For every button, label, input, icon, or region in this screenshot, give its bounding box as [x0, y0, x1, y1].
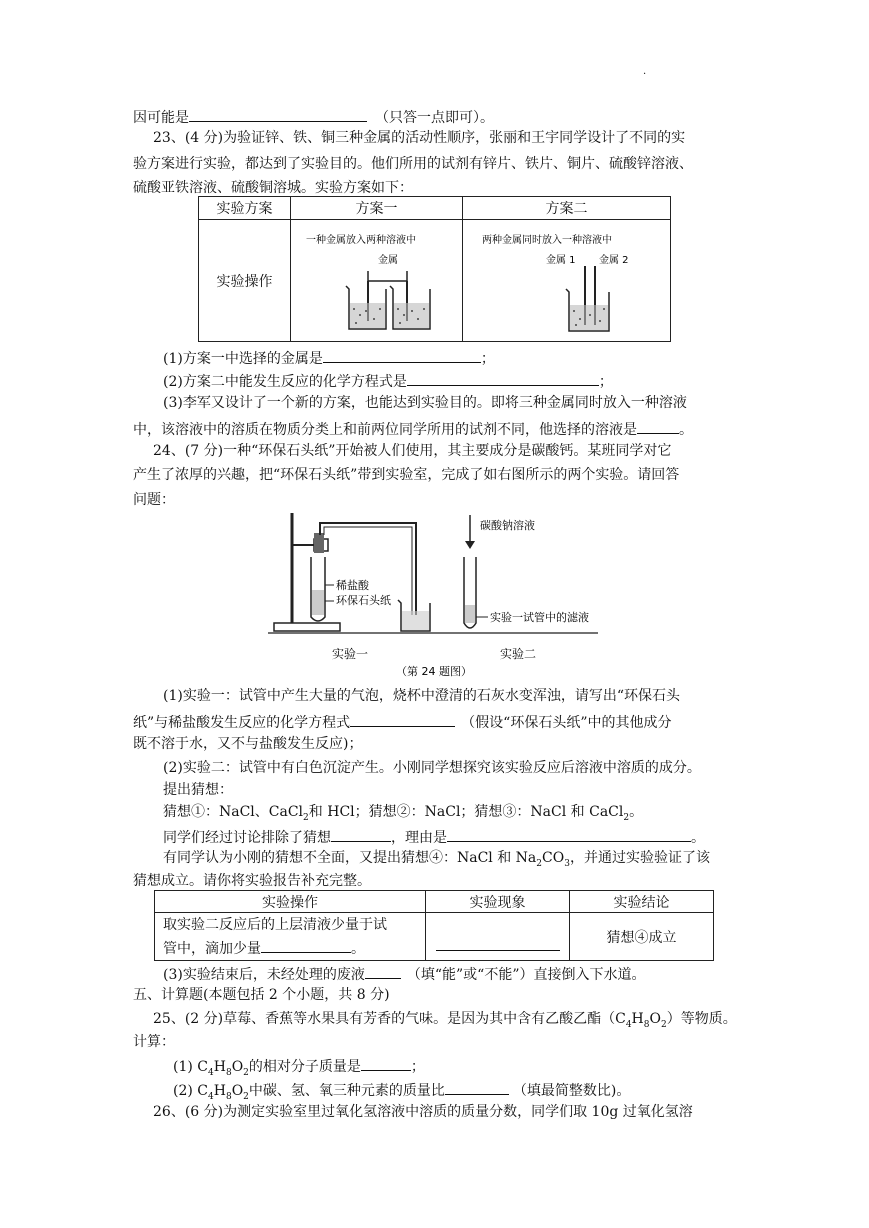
label-acid: 稀盐酸	[336, 579, 369, 592]
text-line: 计算：	[133, 1034, 175, 1050]
question-25-line1: 25、(2 分)草莓、香蕉等水果具有芳香的气味。是因为其中含有乙酸乙酯$(C_4H_8O_2)$等物质。	[153, 1011, 737, 1030]
table-header: 方案一	[291, 197, 463, 220]
text-line: (3)实验结束后，未经处理的废液 （填“能”或“不能”）直接倒入下水道。	[163, 962, 645, 985]
table-cell-conclusion: 猜想④成立	[570, 913, 714, 961]
label-filtrate: 实验一试管中的滤液	[490, 611, 589, 624]
text-line: (2)实验二：试管中有白色沉淀产生。小刚同学想探究该实验反应后溶液中溶质的成分。	[163, 760, 701, 776]
table-header: 方案二	[463, 197, 671, 220]
text-line: 中，该溶液中的溶质在物质分类上和前两位同学所用的试剂不同，他选择的溶液是 。	[133, 417, 693, 440]
table-cell-phenomenon	[426, 913, 570, 961]
text-line: 提出猜想：	[163, 782, 233, 798]
label-na2co3: 碳酸钠溶液	[480, 519, 535, 532]
label-exp1: 实验一	[332, 647, 369, 661]
question-23-line2: 验方案进行实验，都达到了实验目的。他们所用的试剂有锌片、铁片、铜片、硫酸锌溶液、	[133, 156, 693, 172]
beaker-diagram-plan-one	[294, 221, 459, 336]
text-line: (1)方案一中选择的金属是 ；	[163, 346, 495, 369]
question-24-line2: 产生了浓厚的兴趣，把“环保石头纸”带到实验室，完成了如右图所示的两个实验。请回答	[133, 467, 680, 483]
figure-24-diagram	[268, 505, 608, 680]
row-label: 实验操作	[199, 220, 291, 342]
text-line: 有同学认为小刚的猜想不全面，又提出猜想④：NaCl 和 $Na_2CO_3$，并通过实验验证了该	[163, 850, 710, 869]
text-line: 同学们经过讨论排除了猜想 ，理由是 。	[163, 825, 705, 848]
label-paper: 环保石头纸	[336, 594, 391, 607]
text-line: (2)方案二中能发生反应的化学方程式是 ；	[163, 369, 613, 392]
plan-one-figure	[291, 220, 463, 342]
text-line: 猜想①：NaCl、CaCl$_2$和 HCl；猜想②：NaCl；猜想③：NaCl 和 CaCl$_2$。	[163, 804, 644, 823]
question-24-line1: 24、(7 分)一种“环保石头纸”开始被人们使用，其主要成分是碳酸钙。某班同学对它	[153, 443, 672, 459]
text-line: (1) $C_4H_8O_2$的相对分子质量是 ；	[173, 1054, 425, 1083]
text-line: (2) $C_4H_8O_2$中碳、氢、氧三种元素的质量比 （填最简整数比)。	[173, 1078, 630, 1107]
table-header: 实验结论	[570, 891, 714, 913]
svg-text:金属 2: 金属 2	[599, 255, 629, 266]
text-line: 因可能是 （只答一点即可）。	[133, 105, 494, 128]
question-23-line3: 硫酸亚铁溶液、硫酸铜溶城。实验方案如下：	[133, 180, 413, 196]
table-header: 实验方案	[199, 197, 291, 220]
text-line: 猜想成立。请你将实验报告补充完整。	[133, 873, 371, 889]
experiment-report-table	[154, 890, 714, 961]
label-exp2: 实验二	[500, 647, 537, 661]
question-26-line1: 26、(6 分)为测定实验室里过氧化氢溶液中溶质的质量分数，同学们取 10g 过氧化氢溶	[153, 1104, 693, 1120]
text-line: (1)实验一：试管中产生大量的气泡，烧杯中澄清的石灰水变浑浊，请写出“环保石头	[163, 688, 680, 704]
fig-caption: 两种金属同时放入一种溶液中	[482, 235, 612, 246]
text-line: 既不溶于水，又不与盐酸发生反应)；	[133, 736, 363, 752]
text-line: 纸”与稀盐酸发生反应的化学方程式 （假设“环保石头纸”中的其他成分	[133, 710, 672, 733]
table-header: 实验现象	[426, 891, 570, 913]
beaker-diagram-plan-two	[464, 221, 669, 336]
section-heading: 五、计算题(本题包括 2 个小题，共 8 分)	[133, 987, 390, 1003]
top-mark: .	[643, 66, 647, 77]
question-23-line1: 23、(4 分)为验证锌、铁、铜三种金属的活动性顺序，张丽和王宇同学设计了不同的实	[153, 130, 686, 146]
table-header: 实验操作	[155, 891, 426, 913]
svg-text:金属 1: 金属 1	[546, 255, 576, 266]
text-line: (3)李军又设计了一个新的方案，也能达到实验目的。即将三种金属同时放入一种溶液	[163, 395, 687, 411]
plan-two-figure	[463, 220, 671, 342]
experiment-plan-table	[198, 196, 671, 342]
figure-caption: （第 24 题图）	[396, 665, 472, 678]
fig-caption: 一种金属放入两种溶液中	[306, 235, 416, 246]
table-cell-operation: 取实验二反应后的上层清液少量于试 管中，滴加少量 。	[155, 913, 426, 961]
svg-text:金属: 金属	[378, 255, 398, 266]
question-24-line3: 问题：	[133, 492, 175, 508]
